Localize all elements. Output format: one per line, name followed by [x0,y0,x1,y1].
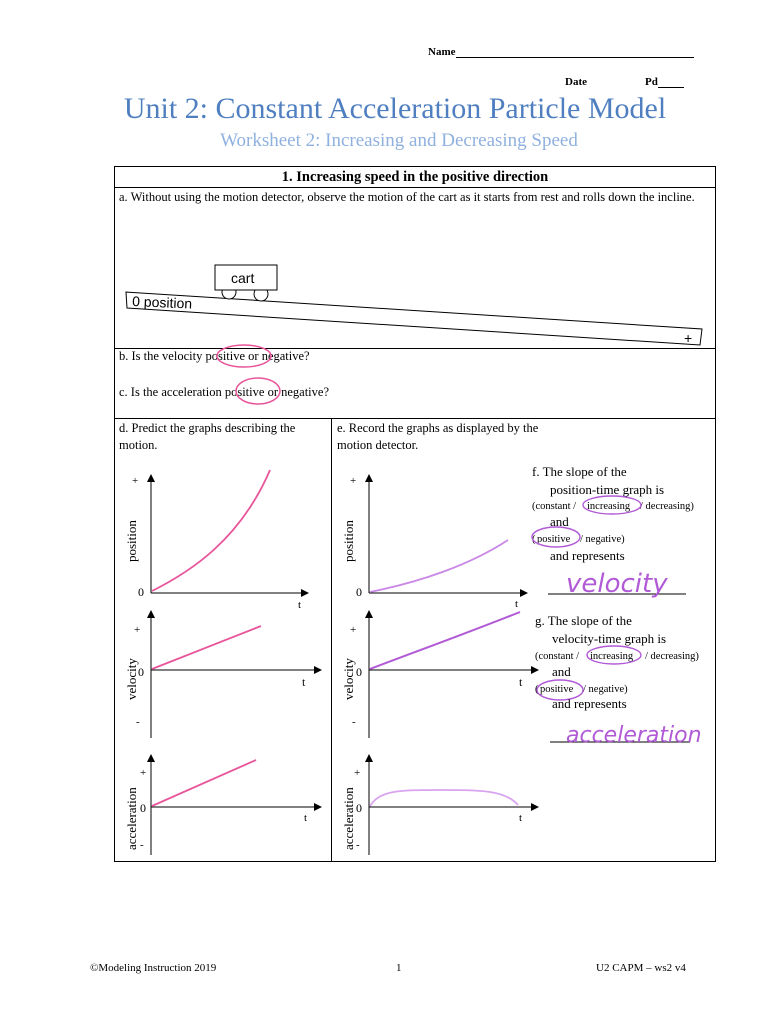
f-sign-rest: / negative) [580,534,625,545]
g-sign-paren: ( [535,684,539,695]
pred-position-curve [152,470,270,591]
g-sign-circled: positive [540,684,574,695]
cart-label: cart [231,270,255,286]
f-opt-open: (constant / [532,501,577,512]
d-vel-t: t [302,675,306,689]
pred-velocity-line [152,626,261,669]
d-acc-minus: - [140,839,144,851]
e-vel-plus: + [350,624,357,636]
graph-d-position [151,470,305,593]
e-vel-minus: - [352,716,356,728]
e-pos-zero: 0 [356,585,362,599]
e-pos-t: t [515,598,519,610]
f-opt-close: / decreasing) [640,501,694,512]
e-vel-zero: 0 [356,665,362,679]
g-line1: g. The slope of the [535,613,632,628]
f-handwritten-answer: velocity [566,569,668,599]
footer-copyright: ©Modeling Instruction 2019 [90,962,217,974]
e-pos-plus: + [350,475,357,487]
f-and: and [550,514,569,529]
section-heading: 1. Increasing speed in the positive direction [281,169,549,185]
d-acc-zero: 0 [140,801,146,815]
graph-e-acceleration [369,758,535,855]
graph-d-velocity [151,614,318,738]
e-ylabel-velocity: velocity [341,658,356,700]
d-vel-zero: 0 [138,665,144,679]
d-acc-t: t [304,812,308,824]
rec-position-curve [370,540,508,592]
ramp-plus-label: + [684,330,693,346]
part-a-text: a. Without using the motion detector, observe the motion of the cart as it starts from rest and rolls down the incline. [119,190,695,204]
pd-label: Pd [645,76,658,88]
part-c-text: c. Is the acceleration positive or negative? [119,385,329,399]
d-ylabel-acceleration: acceleration [124,787,139,850]
d-pos-plus: + [132,475,139,487]
circle-c-positive [236,378,280,404]
footer-page-number: 1 [396,962,402,974]
g-line2: velocity-time graph is [552,631,667,646]
g-and: and [552,664,571,679]
circle-b-positive [217,345,271,367]
d-ylabel-velocity: velocity [124,658,139,700]
e-acc-zero: 0 [356,801,362,815]
f-line1: f. The slope of the [532,464,627,479]
f-opt-circled: increasing [587,501,631,512]
part-e-text: e. Record the graphs as displayed by the motion detector. [337,421,539,452]
part-d-text: d. Predict the graphs describing the motion. [119,421,296,452]
rec-velocity-line [370,612,520,669]
graph-e-velocity [369,612,535,738]
d-acc-plus: + [140,767,147,779]
f-sign-paren: ( [532,534,536,545]
g-opt-circled: increasing [590,651,634,662]
g-opt-open: (constant / [535,651,580,662]
incline-ramp [126,292,702,345]
rec-acceleration-curve [370,790,518,806]
f-represents: and represents [550,548,625,563]
d-vel-plus: + [134,624,141,636]
e-acc-minus: - [356,839,360,851]
footer-doc-code: U2 CAPM – ws2 v4 [596,962,686,974]
zero-position-label: 0 position [131,293,193,312]
page-title: Unit 2: Constant Acceleration Particle Model [123,92,667,125]
graph-e-position [369,478,524,593]
e-ylabel-position: position [341,520,356,562]
g-opt-close: / decreasing) [645,651,699,662]
pred-acceleration-line [152,760,256,806]
d-pos-t: t [298,599,302,611]
g-sign-rest: / negative) [583,684,628,695]
page-subtitle: Worksheet 2: Increasing and Decreasing Speed [220,130,578,151]
name-label: Name [428,46,456,58]
part-b-text: b. Is the velocity positive or negative? [119,349,310,363]
f-sign-circled: positive [537,534,571,545]
e-acc-t: t [519,812,523,824]
d-ylabel-position: position [124,520,139,562]
f-line2: position-time graph is [550,482,665,497]
g-handwritten-answer: acceleration [566,723,702,748]
graph-d-acceleration [151,758,318,855]
e-acc-plus: + [354,767,361,779]
g-represents: and represents [552,696,627,711]
e-vel-t: t [519,675,523,689]
d-vel-minus: - [136,716,140,728]
d-pos-zero: 0 [138,585,144,599]
date-label: Date [565,76,587,88]
e-ylabel-acceleration: acceleration [341,787,356,850]
